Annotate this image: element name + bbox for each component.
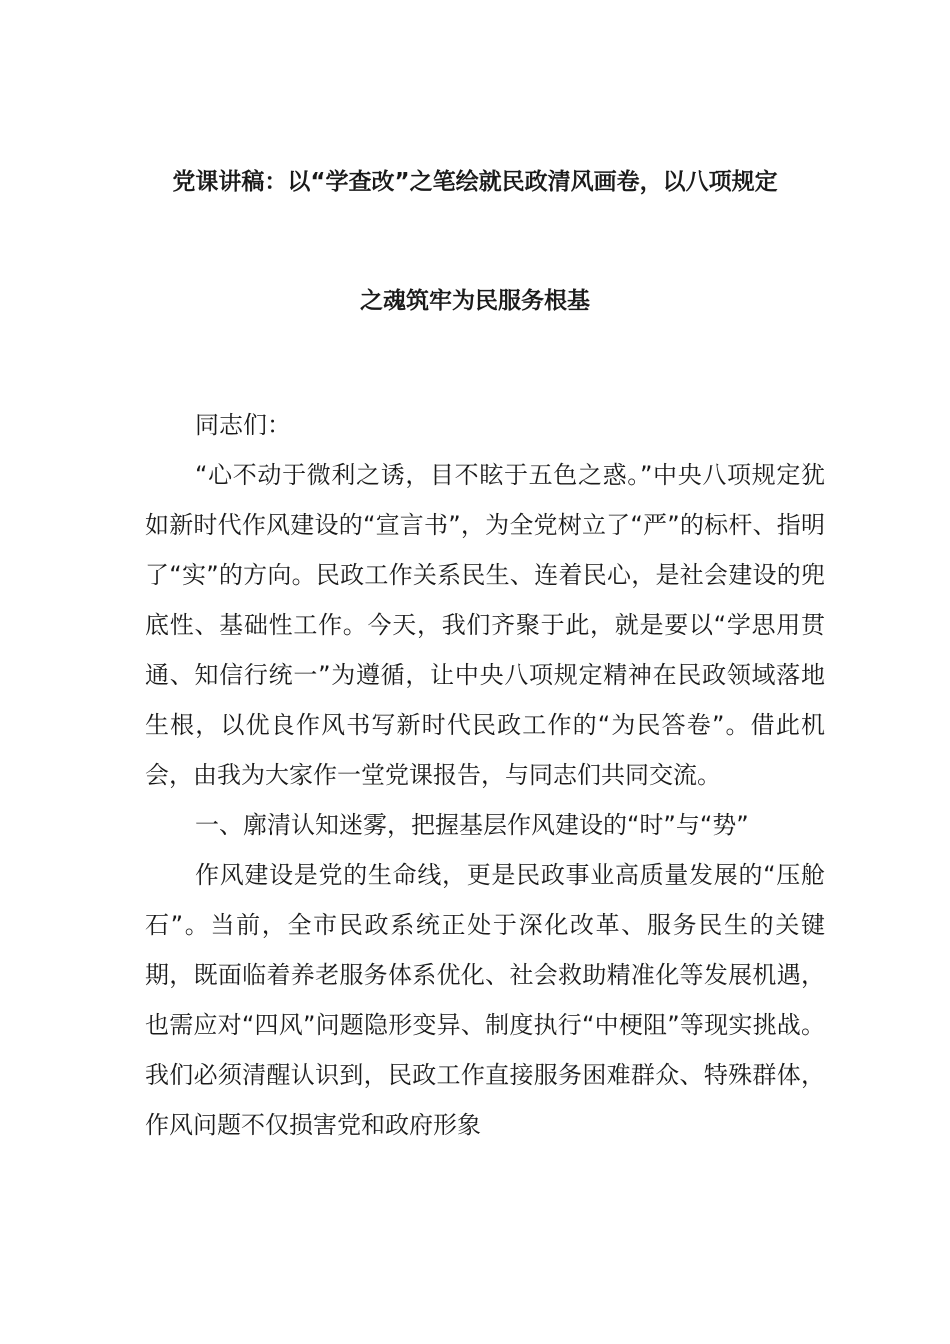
document-body <box>145 400 825 1150</box>
paragraph-section-1: 作风建设是党的生命线，更是民政事业高质量发展的“压舱石”。当前，全市民政系统正处于深化改革、服务民生的关键期，既面临着养老服务体系优化、社会救助精准化等发展机遇，也需应对“四风”问题隐形变异、制度执行“中梗阻”等现实挑战。我们必须清醒认识到，民政工作直接服务困难群众、特殊群体，作风问题不仅损害党和政府形象 <box>145 861 825 1139</box>
paragraph-intro: “心不动于微利之诱，目不眩于五色之惑。”中央八项规定犹如新时代作风建设的“宣言书”，为全党树立了“严”的标杆、指明了“实”的方向。民政工作关系民生、连着民心，是社会建设的兜底性、基础性工作。今天，我们齐聚于此，就是要以“学思用贯通、知信行统一”为遵循，让中央八项规定精神在民政领域落地生根，以优良作风书写新时代民政工作的“为民答卷”。借此机会，由我为大家作一堂党课报告，与同志们共同交流。 <box>145 461 825 789</box>
section-heading-1: 一、廓清认知迷雾，把握基层作风建设的“时”与“势” <box>195 811 749 839</box>
document-title-line-2: 之魂筑牢为民服务根基 <box>360 288 590 314</box>
document-title-line-1: 党课讲稿：以“学查改”之笔绘就民政清风画卷，以八项规定 <box>172 169 778 195</box>
greeting: 同志们： <box>195 411 291 439</box>
